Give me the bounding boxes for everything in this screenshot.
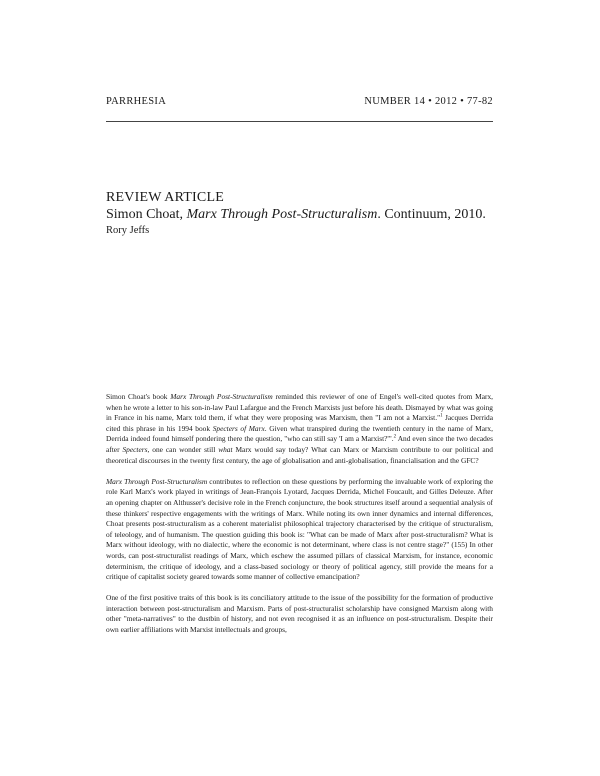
paragraph-2 <box>106 477 493 583</box>
footnote-marker[interactable]: 2 <box>393 434 397 440</box>
title-prefix: Simon Choat, <box>106 207 187 222</box>
article-heading <box>106 189 506 238</box>
title-suffix: . Continuum, 2010. <box>377 207 486 222</box>
text-run: reminded this reviewer of one of Engel's well-cited quotes from Marx, when he wrote a letter to his son-in-law Paul Lafargue and the French Marxists just before his death. Dismayed by what was going in France in his name, Marx told them, if what they were proposing was Marxism, then "I am not a Marxist." <box>106 392 493 423</box>
italic-run: Specters of Marx <box>212 423 265 433</box>
article-kicker: REVIEW ARTICLE <box>106 190 224 205</box>
text-run: One of the first positive traits of this book is its conciliatory attitude to the issue of the possibility for the formation of productive interaction between post-structuralism and Marxism. Parts of post-structuralist scholarship have consigned Marxism along with other "meta-narratives" to the dustbin of history, and not even recognised it as an influence on post-structuralism. Despite their own earlier affiliations with Marxist intellectuals and groups, <box>106 593 493 635</box>
running-header <box>106 96 493 107</box>
text-run: And even since the two decades after <box>106 434 493 454</box>
article-title <box>106 206 506 223</box>
article-author: Rory Jeffs <box>106 225 150 236</box>
text-run: , one can wonder still <box>147 444 219 454</box>
italic-run: Marx Through Post-Structuralism <box>106 476 208 486</box>
text-run: contributes to reflection on these questions by performing the invaluable work of exploring the role Karl Marx's work played in writings of Jean-François Lyotard, Jacques Derrida, Michel Foucault, and Gilles Deleuze. After an opening chapter on Althusser's decisive role in the French conjuncture, the book structures itself around a sequential analysis of these thinkers' respective engagements with the writings of Marx. While noting its own inner dynamics and internal differences, Choat presents post-structuralism as a coherent materialist philosophical trajectory characterised by the critique of structuralism, of teleology, and of humanism. The question guiding this book is: "What can be made of Marx after post-structuralism? What is Marx without ideology, with no dialectic, where the economic is not determinant, where class is not centre stage?" (155) In other words, can post-structuralist readings of Marx, which eschew the assumed pillars of classical Marxism, for instance, economic determinism, the critique of ideology, and a class-based sociology or theory of political agency, still provide the means for a critique of capitalist society geared towards some manner of collective emancipation? <box>106 476 493 582</box>
text-run: Jacques Derrida cited this phrase in his 1994 book <box>106 413 493 433</box>
paragraph-1 <box>106 392 493 466</box>
text-run: . Given what transpired during the twentieth century in the name of Marx, Derrida indeed found himself pondering there the question, "who can still say 'I am a Marxist?'". <box>106 423 493 444</box>
text-run: Simon Choat's book <box>106 392 171 401</box>
italic-run: Marx Through Post-Structuralism <box>170 392 273 401</box>
paragraph-3 <box>106 593 493 635</box>
issue-info: NUMBER 14 • 2012 • 77-82 <box>364 96 493 107</box>
footnote-marker[interactable]: 1 <box>440 413 443 419</box>
article-body <box>106 392 493 646</box>
journal-name: PARRHESIA <box>106 96 167 107</box>
title-book: Marx Through Post-Structuralism <box>186 207 378 222</box>
header-rule <box>106 121 493 122</box>
italic-run: what <box>218 444 233 454</box>
text-run: Marx would say today? What can Marx or Marxism contribute to our political and theoretical discourses in the twenty first century, the age of globalisation and anti-globalisation, financialisation and the GFC? <box>106 444 493 465</box>
italic-run: Specters <box>122 444 148 454</box>
